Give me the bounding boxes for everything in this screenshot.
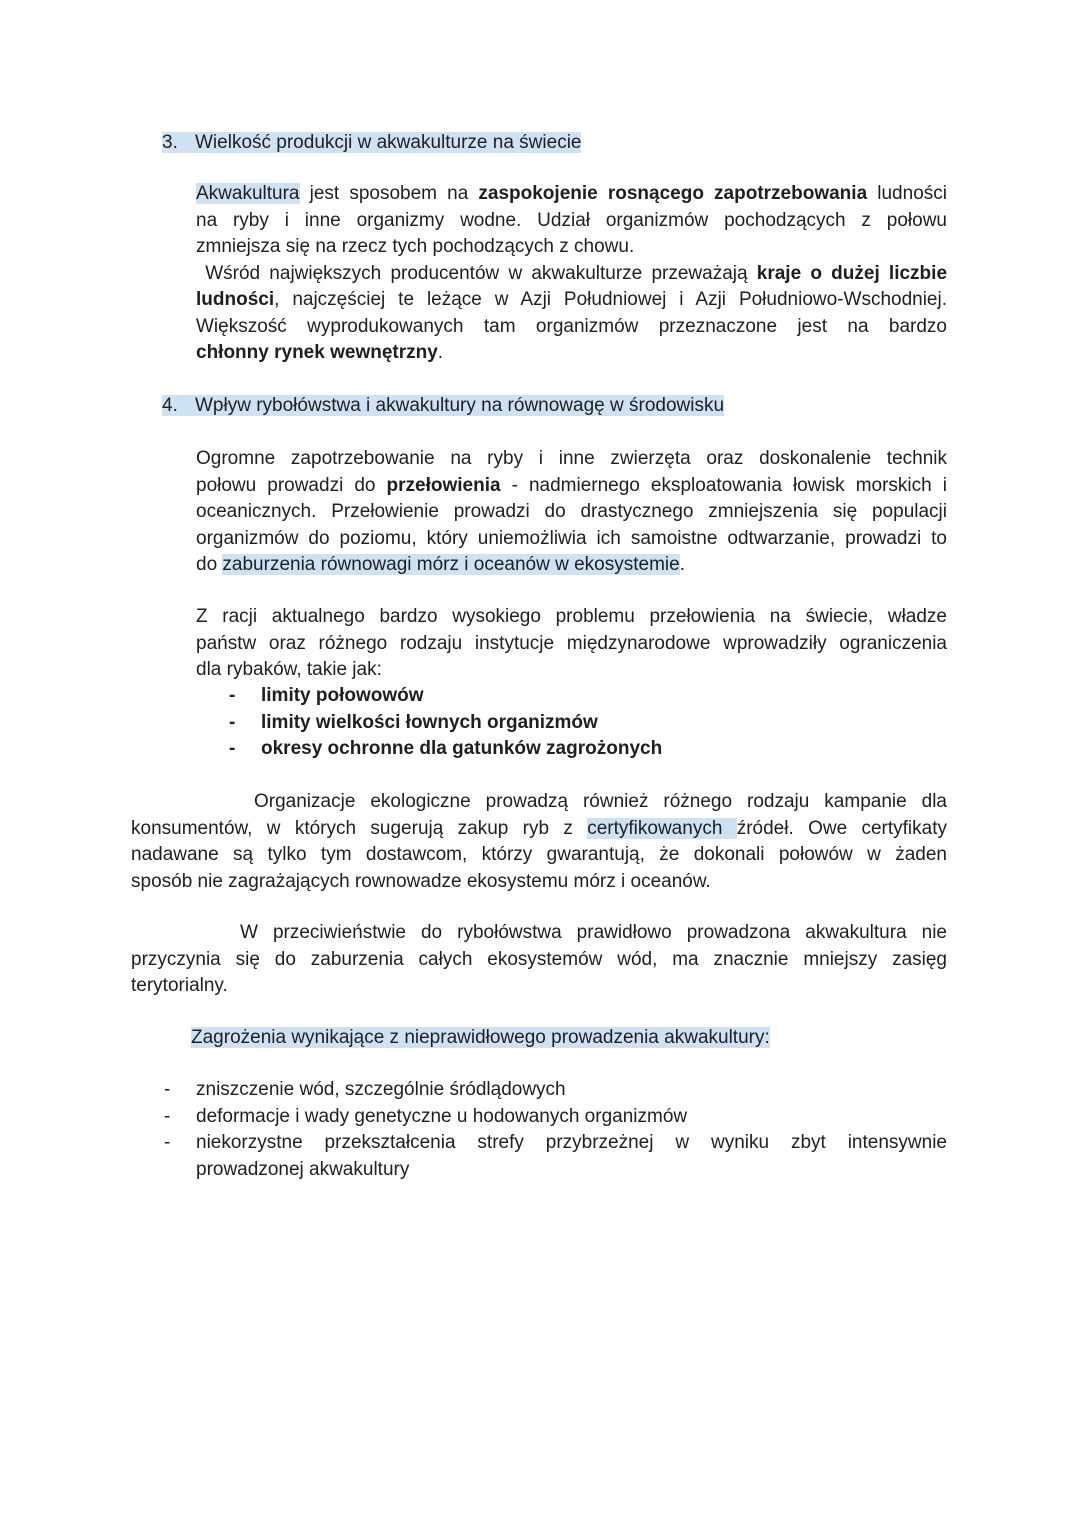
dash-bullet: -	[164, 1079, 171, 1100]
text-line: Z racji aktualnego bardzo wysokiego problemu przełowienia na świecie, władze	[196, 606, 947, 627]
list-item	[164, 1130, 947, 1157]
list-item-text: prowadzonej akwakultury	[196, 1158, 410, 1180]
highlight-akwakultura: Akwakultura	[196, 183, 300, 204]
text-run: - nadmiernego eksploatowania łowisk morskich i	[500, 474, 947, 496]
text-line: państw oraz różnego rodzaju instytucje międzynarodowe wprowadziły ograniczenia	[196, 632, 947, 654]
list-item	[164, 1077, 947, 1104]
highlight-run: certyfikowanych	[587, 817, 737, 839]
bold-run: chłonny rynek wewnętrzny	[196, 342, 438, 363]
text-line: zmniejsza się na rzecz tych pochodzących z chowu.	[196, 236, 635, 257]
list-item-text: deformacje i wady genetyczne u hodowanych organizmów	[196, 1105, 688, 1127]
text-line: terytorialny.	[131, 975, 228, 996]
section-4-title: Wpływ rybołówstwa i akwakultury na równowagę w środowisku	[195, 395, 725, 416]
text-run: do	[196, 554, 223, 575]
certification-paragraph	[131, 789, 947, 895]
dash-bullet: -	[164, 1105, 171, 1127]
highlight-run: zaburzenia równowagi mórz i oceanów w ekosystemie	[222, 554, 680, 575]
text-run: połowu prowadzi do	[196, 474, 387, 496]
list-item-text: limity wielkości łownych organizmów	[261, 711, 598, 733]
threats-heading	[191, 1026, 770, 1050]
text-line: nadawane są tylko tym dostawcom, którzy gwarantują, że dokonali połowów w żaden	[131, 844, 947, 865]
section-3-title: Wielkość produkcji w akwakulturze na świecie	[195, 132, 582, 153]
text-line: organizmów do poziomu, który uniemożliwia ich samoistne odtwarzanie, prowadzi to	[196, 527, 947, 549]
list-item	[229, 683, 662, 710]
restrictions-paragraph	[196, 604, 947, 684]
bold-run: kraje o dużej liczbie	[756, 262, 948, 284]
section-4-heading	[162, 394, 724, 418]
text-run: .	[437, 342, 444, 363]
list-item	[229, 736, 663, 763]
text-run: , najczęściej te leżące w Azji Południowej i Azji Południowo-Wschodniej.	[274, 289, 947, 310]
text-run: ludności	[867, 183, 947, 204]
text-line: Organizacje ekologiczne prowadzą również różnego rodzaju kampanie dla	[254, 791, 947, 812]
bold-run: ludności	[196, 289, 275, 310]
dash-bullet: -	[229, 738, 236, 759]
text-line: W przeciwieństwie do rybołówstwa prawidłowo prowadzona akwakultura nie	[240, 922, 947, 943]
text-line: na ryby i inne organizmy wodne. Udział organizmów pochodzących z połowu	[196, 209, 947, 231]
list-item	[229, 710, 662, 737]
limits-list	[229, 683, 663, 763]
dash-bullet: -	[164, 1132, 171, 1153]
list-item-text: limity połowowów	[261, 685, 424, 706]
aquaculture-comparison-paragraph	[131, 920, 947, 1000]
threats-heading-text: Zagrożenia wynikające z nieprawidłowego prowadzenia akwakultury:	[191, 1027, 770, 1048]
dash-bullet: -	[229, 711, 236, 733]
overfishing-paragraph	[196, 446, 947, 579]
text-line: oceanicznych. Przełowienie prowadzi do drastycznego zmniejszenia się populacji	[196, 501, 947, 522]
bold-run: zaspokojenie rosnącego zapotrzebowania	[478, 183, 868, 204]
threats-list	[164, 1077, 947, 1183]
list-item-text: okresy ochronne dla gatunków zagrożonych	[261, 738, 663, 759]
text-line: Większość wyprodukowanych tam organizmów przeznaczone jest na bardzo	[196, 315, 947, 337]
section-4-number: 4.	[162, 395, 178, 416]
text-line: dla rybaków, takie jak:	[196, 659, 382, 680]
dash-bullet: -	[229, 685, 236, 706]
list-item-text: niekorzystne przekształcenia strefy przybrzeżnej w wyniku zbyt intensywnie	[196, 1132, 947, 1153]
section-3-heading	[162, 131, 581, 155]
text-line: sposób nie zagrażających rownowadze ekosystemu mórz i oceanów.	[131, 870, 711, 892]
text-line: Ogromne zapotrzebowanie na ryby i inne zwierzęta oraz doskonalenie technik	[196, 448, 947, 469]
text-run: źródeł. Owe certyfikaty	[736, 817, 947, 839]
text-run: Wśród największych producentów w akwakulturze przeważają	[196, 262, 757, 284]
text-run: konsumentów, w których sugerują zakup ryb z	[131, 817, 588, 839]
text-run: jest sposobem na	[299, 183, 479, 204]
bold-run: przełowienia	[386, 474, 501, 496]
section-3-paragraph	[196, 181, 947, 367]
section-3-number: 3.	[162, 132, 178, 153]
list-item-text: zniszczenie wód, szczególnie śródlądowych	[196, 1079, 566, 1100]
list-item	[164, 1104, 947, 1131]
text-line: przyczynia się do zaburzenia całych ekosystemów wód, ma znacznie mniejszy zasięg	[131, 948, 947, 970]
text-run: .	[679, 554, 685, 575]
